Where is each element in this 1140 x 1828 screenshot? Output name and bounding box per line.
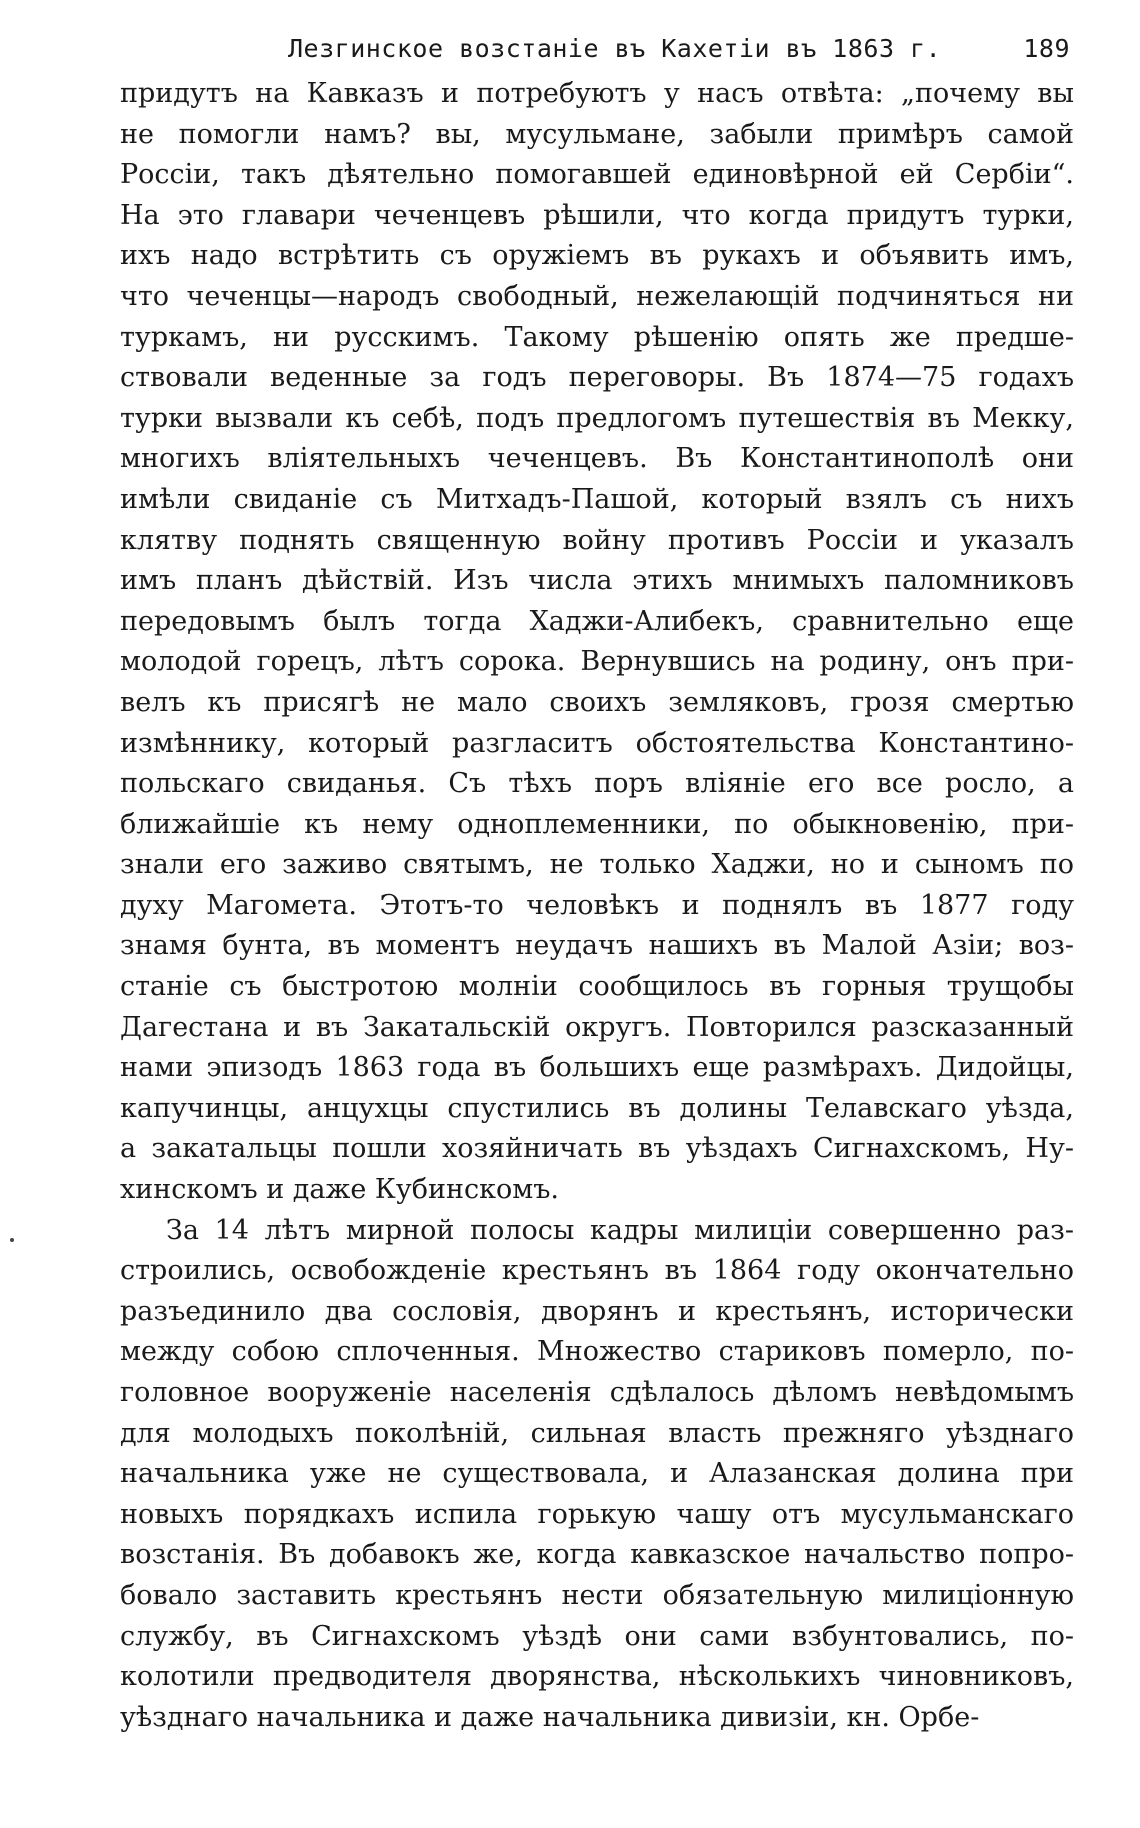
- text-line: службу, въ Сигнахскомъ уѣздѣ они сами взбунтовались, по-: [120, 1620, 1074, 1652]
- text-line: Дагестана и въ Закатальскій округъ. Повторился разсказанный: [120, 1011, 1074, 1043]
- text-line: туркамъ, ни русскимъ. Такому рѣшенію опять же предше-: [120, 321, 1074, 353]
- text-line: За 14 лѣтъ мирной полосы кадры милиціи совершенно раз-: [166, 1214, 1074, 1246]
- text-line: Россіи, такъ дѣятельно помогавшей единовѣрной ей Сербіи“.: [120, 159, 1074, 191]
- text-line: придутъ на Кавказъ и потребуютъ у насъ отвѣта: „почему вы: [120, 78, 1074, 109]
- text-line: для молодыхъ поколѣній, сильная власть прежняго уѣзднаго: [120, 1417, 1074, 1449]
- text-line: молодой горецъ, лѣтъ сорока. Вернувшись на родину, онъ при-: [120, 646, 1074, 678]
- text-line: колотили предводителя дворянства, нѣсколькихъ чиновниковъ,: [120, 1661, 1074, 1693]
- text-line: не помогли намъ? вы, мусульмане, забыли примѣръ самой: [120, 118, 1074, 150]
- text-line: бовало заставить крестьянъ нести обязательную милиціонную: [120, 1579, 1074, 1611]
- text-line: знали его заживо святымъ, не только Хаджи, но и сыномъ по: [120, 849, 1074, 881]
- text-line: передовымъ былъ тогда Хаджи-Алибекъ, сравнительно еще: [120, 605, 1074, 637]
- text-line: На это главари чеченцевъ рѣшили, что когда придутъ турки,: [120, 199, 1074, 231]
- text-line: хинскомъ и даже Кубинскомъ.: [120, 1174, 559, 1206]
- text-line: станіе съ быстротою молніи сообщилось въ горныя трущобы: [120, 971, 1074, 1003]
- text-line: головное вооруженіе населенія сдѣлалось дѣломъ невѣдомымъ: [120, 1377, 1074, 1408]
- text-line: возстанія. Въ добавокъ же, когда кавказское начальство попро-: [120, 1539, 1074, 1571]
- text-line: духу Магомета. Этотъ-то человѣкъ и поднялъ въ 1877 году: [120, 889, 1074, 921]
- text-line: ближайшіе къ нему одноплеменники, по обыкновенію, при-: [120, 808, 1074, 840]
- text-line: начальника уже не существовала, и Алазанская долина при: [120, 1458, 1074, 1490]
- body-text: [120, 74, 1074, 1738]
- text-line: ствовали веденные за годъ переговоры. Въ 1874—75 годахъ: [120, 362, 1074, 394]
- text-line: капучинцы, анцухцы спустились въ долины Телавскаго уѣзда,: [120, 1092, 1074, 1124]
- text-line: имъ планъ дѣйствій. Изъ числа этихъ мнимыхъ паломниковъ: [120, 565, 1074, 597]
- text-line: ихъ надо встрѣтить съ оружіемъ въ рукахъ и объявить имъ,: [120, 240, 1074, 272]
- running-title: Лезгинское возстаніе въ Кахетіи въ 1863 г.: [288, 34, 942, 63]
- text-line: разъединило два сословія, дворянъ и крестьянъ, исторически: [120, 1295, 1074, 1327]
- text-line: велъ къ присягѣ не мало своихъ земляковъ, грозя смертью: [120, 686, 1074, 718]
- text-line: польскаго свиданья. Съ тѣхъ поръ вліяніе его все росло, а: [120, 768, 1074, 800]
- text-line: знамя бунта, въ моментъ неудачъ нашихъ въ Малой Азіи; воз-: [120, 930, 1074, 962]
- paragraph: [120, 1211, 1074, 1739]
- text-line: нами эпизодъ 1863 года въ большихъ еще размѣрахъ. Дидойцы,: [120, 1052, 1074, 1084]
- text-line: измѣннику, который разгласитъ обстоятельства Константино-: [120, 727, 1074, 759]
- text-line: имѣли свиданіе съ Митхадъ-Пашой, который взялъ съ нихъ: [120, 483, 1074, 515]
- text-line: строились, освобожденіе крестьянъ въ 1864 году окончательно: [120, 1255, 1074, 1287]
- text-line: между собою сплоченныя. Множество стариковъ померло, по-: [120, 1336, 1074, 1368]
- text-line: а закатальцы пошли хозяйничать въ уѣздахъ Сигнахскомъ, Ну-: [120, 1133, 1074, 1165]
- text-line: уѣзднаго начальника и даже начальника дивизіи, кн. Орбе-: [120, 1701, 980, 1733]
- margin-mark: [10, 1238, 14, 1242]
- text-line: многихъ вліятельныхъ чеченцевъ. Въ Константинополѣ они: [120, 443, 1074, 475]
- text-line: клятву поднять священную войну противъ Россіи и указалъ: [120, 524, 1074, 556]
- text-line: новыхъ порядкахъ испила горькую чашу отъ мусульманскаго: [120, 1498, 1074, 1530]
- running-head: [120, 30, 1078, 70]
- text-line: что чеченцы—народъ свободный, нежелающій подчиняться ни: [120, 280, 1074, 312]
- paragraph: [120, 74, 1074, 1211]
- page-number: 189: [1023, 34, 1070, 63]
- text-line: турки вызвали къ себѣ, подъ предлогомъ путешествія въ Мекку,: [120, 402, 1074, 434]
